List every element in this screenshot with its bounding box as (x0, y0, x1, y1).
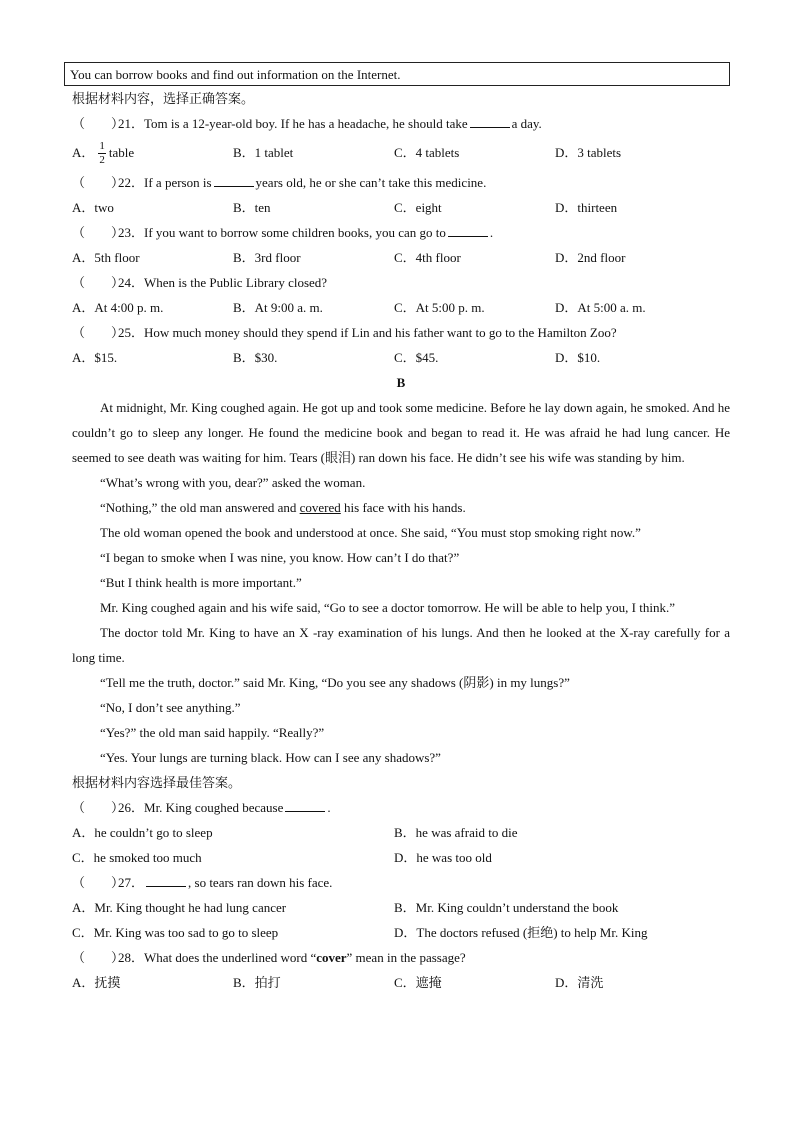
question-text: Tom is a 12-year-old boy. If he has a headache, he should take (144, 116, 468, 131)
option-c[interactable]: C．eight (394, 200, 442, 215)
passage-paragraph-9: “Tell me the truth, doctor.” said Mr. King, “Do you see any shadows (阴影) in my lungs?” (100, 675, 570, 690)
options-24 (72, 295, 730, 320)
option-c[interactable]: C．4 tablets (394, 145, 460, 160)
options-27-row-1 (72, 895, 730, 920)
question-22 (72, 170, 730, 195)
question-number: 25． (118, 325, 145, 340)
question-text-after: , so tears ran down his face. (188, 875, 333, 890)
question-text-after: . (489, 225, 494, 240)
option-b[interactable]: B．1 tablet (233, 145, 294, 160)
fraction (98, 140, 106, 167)
option-c[interactable]: C．Mr. King was too sad to go to sleep (72, 925, 279, 940)
options-26-row-2 (72, 845, 730, 870)
option-c[interactable]: C．At 5:00 p. m. (394, 300, 485, 315)
option-b[interactable]: B．At 9:00 a. m. (233, 300, 323, 315)
option-a[interactable] (72, 136, 233, 170)
option-d[interactable]: D．he was too old (394, 850, 492, 865)
option-b[interactable]: B．ten (233, 200, 271, 215)
instruction-b: 根据材料内容选择最佳答案。 (72, 775, 242, 790)
passage-paragraph-10: “No, I don’t see anything.” (100, 700, 241, 715)
option-d[interactable]: D．$10. (555, 350, 601, 365)
fraction-denominator: 2 (99, 153, 105, 166)
answer-paren[interactable]: （ ） (72, 275, 125, 290)
option-c[interactable]: C．he smoked too much (72, 850, 202, 865)
question-28 (72, 945, 730, 970)
passage-paragraph-11: “Yes?” the old man said happily. “Really?” (100, 725, 325, 740)
passage-text: “Nothing,” the old man answered and (100, 500, 297, 515)
passage-paragraph-4: The old woman opened the book and understood at once. She said, “You must stop smoking right now.” (100, 525, 641, 540)
question-25 (72, 320, 730, 345)
answer-paren[interactable]: （ ） (72, 175, 125, 190)
answer-blank (448, 222, 488, 237)
question-number: 22． (118, 175, 145, 190)
question-number: 24． (118, 275, 145, 290)
answer-paren[interactable]: （ ） (72, 225, 125, 240)
question-text-after: a day. (511, 116, 542, 131)
option-c[interactable]: C．4th floor (394, 250, 461, 265)
question-23 (72, 220, 730, 245)
passage-paragraph-7: Mr. King coughed again and his wife said, “Go to see a doctor tomorrow. He will be able to help you, I think.” (100, 600, 675, 615)
passage-paragraph-3 (72, 495, 730, 520)
answer-blank (470, 113, 510, 128)
answer-paren[interactable]: （ ） (72, 950, 125, 965)
options-28 (72, 970, 730, 995)
option-b[interactable]: B．Mr. King couldn’t understand the book (394, 900, 619, 915)
option-d[interactable]: D．thirteen (555, 200, 618, 215)
answer-blank (214, 172, 254, 187)
option-b[interactable]: B．3rd floor (233, 250, 301, 265)
instruction-a: 根据材料内容，选择正确答案。 (72, 91, 255, 106)
question-21 (72, 111, 730, 136)
options-27-row-2 (72, 920, 730, 945)
question-number: 21． (118, 116, 145, 131)
question-text: When is the Public Library closed? (144, 275, 328, 290)
passage-paragraph-6: “But I think health is more important.” (100, 575, 302, 590)
answer-paren[interactable]: （ ） (72, 116, 125, 131)
passage-paragraph-2: “What’s wrong with you, dear?” asked the woman. (100, 475, 366, 490)
answer-blank (146, 872, 186, 887)
question-text-after: ” mean in the passage? (346, 950, 466, 965)
option-d[interactable]: D．The doctors refused (拒绝) to help Mr. King (394, 925, 648, 940)
boxed-note: You can borrow books and find out information on the Internet. (64, 62, 730, 86)
options-25 (72, 345, 730, 370)
options-22 (72, 195, 730, 220)
question-number: 27． (118, 875, 145, 890)
question-text-after: years old, he or she can’t take this medicine. (255, 175, 487, 190)
passage-paragraph-5: “I began to smoke when I was nine, you know. How can’t I do that?” (100, 550, 460, 565)
passage-paragraph-1: At midnight, Mr. King coughed again. He got up and took some medicine. Before he lay down again, he smoked. And he couldn’t go to sleep any longer. He found the medicine book and began to read it. He was afraid he had lung cancer. He seemed to see death was waiting for him. Tears (眼泪) ran down his face. He didn’t see his wife was standing by him. (72, 400, 731, 465)
question-24 (72, 270, 730, 295)
option-label: A． (72, 145, 95, 160)
option-b[interactable]: B．拍打 (233, 975, 281, 990)
option-a[interactable]: A．At 4:00 p. m. (72, 300, 164, 315)
option-d[interactable]: D．At 5:00 a. m. (555, 300, 646, 315)
option-d[interactable]: D．2nd floor (555, 250, 626, 265)
option-a[interactable]: A．Mr. King thought he had lung cancer (72, 900, 287, 915)
question-number: 23． (118, 225, 145, 240)
option-d[interactable]: D．清洗 (555, 975, 604, 990)
options-21 (72, 136, 730, 170)
underlined-word: covered (299, 500, 341, 515)
option-a[interactable]: A．抚摸 (72, 975, 121, 990)
worksheet-page (72, 62, 730, 995)
option-text: table (108, 145, 135, 160)
option-d[interactable]: D．3 tablets (555, 145, 622, 160)
option-a[interactable]: A．$15. (72, 350, 118, 365)
option-a[interactable]: A．5th floor (72, 250, 140, 265)
passage-paragraph-8: The doctor told Mr. King to have an X -ray examination of his lungs. And then he looked at the X-ray carefully for a long time. (72, 625, 730, 665)
question-27 (72, 870, 730, 895)
option-c[interactable]: C．遮掩 (394, 975, 442, 990)
option-b[interactable]: B．$30. (233, 350, 278, 365)
passage-text-after: his face with his hands. (344, 500, 466, 515)
answer-blank (285, 797, 325, 812)
answer-paren[interactable]: （ ） (72, 875, 125, 890)
option-a[interactable]: A．two (72, 200, 114, 215)
question-number: 26． (118, 800, 145, 815)
question-text: How much money should they spend if Lin and his father want to go to the Hamilton Zoo? (144, 325, 617, 340)
question-text: If you want to borrow some children books, you can go to (144, 225, 446, 240)
options-26-row-1 (72, 820, 730, 845)
option-b[interactable]: B．he was afraid to die (394, 825, 518, 840)
question-text: What does the underlined word “ (144, 950, 317, 965)
question-text: Mr. King coughed because (144, 800, 284, 815)
options-23 (72, 245, 730, 270)
passage-paragraph-12: “Yes. Your lungs are turning black. How can I see any shadows?” (100, 750, 441, 765)
question-text-after: . (327, 800, 331, 815)
question-number: 28． (118, 950, 145, 965)
answer-paren[interactable]: （ ） (72, 800, 125, 815)
option-c[interactable]: C．$45. (394, 350, 439, 365)
question-26 (72, 795, 730, 820)
bold-word: cover (316, 950, 347, 965)
option-a[interactable]: A．he couldn’t go to sleep (72, 825, 213, 840)
question-text: If a person is (144, 175, 212, 190)
answer-paren[interactable]: （ ） (72, 325, 125, 340)
fraction-numerator: 1 (99, 139, 105, 152)
section-b-title: B (396, 375, 406, 390)
